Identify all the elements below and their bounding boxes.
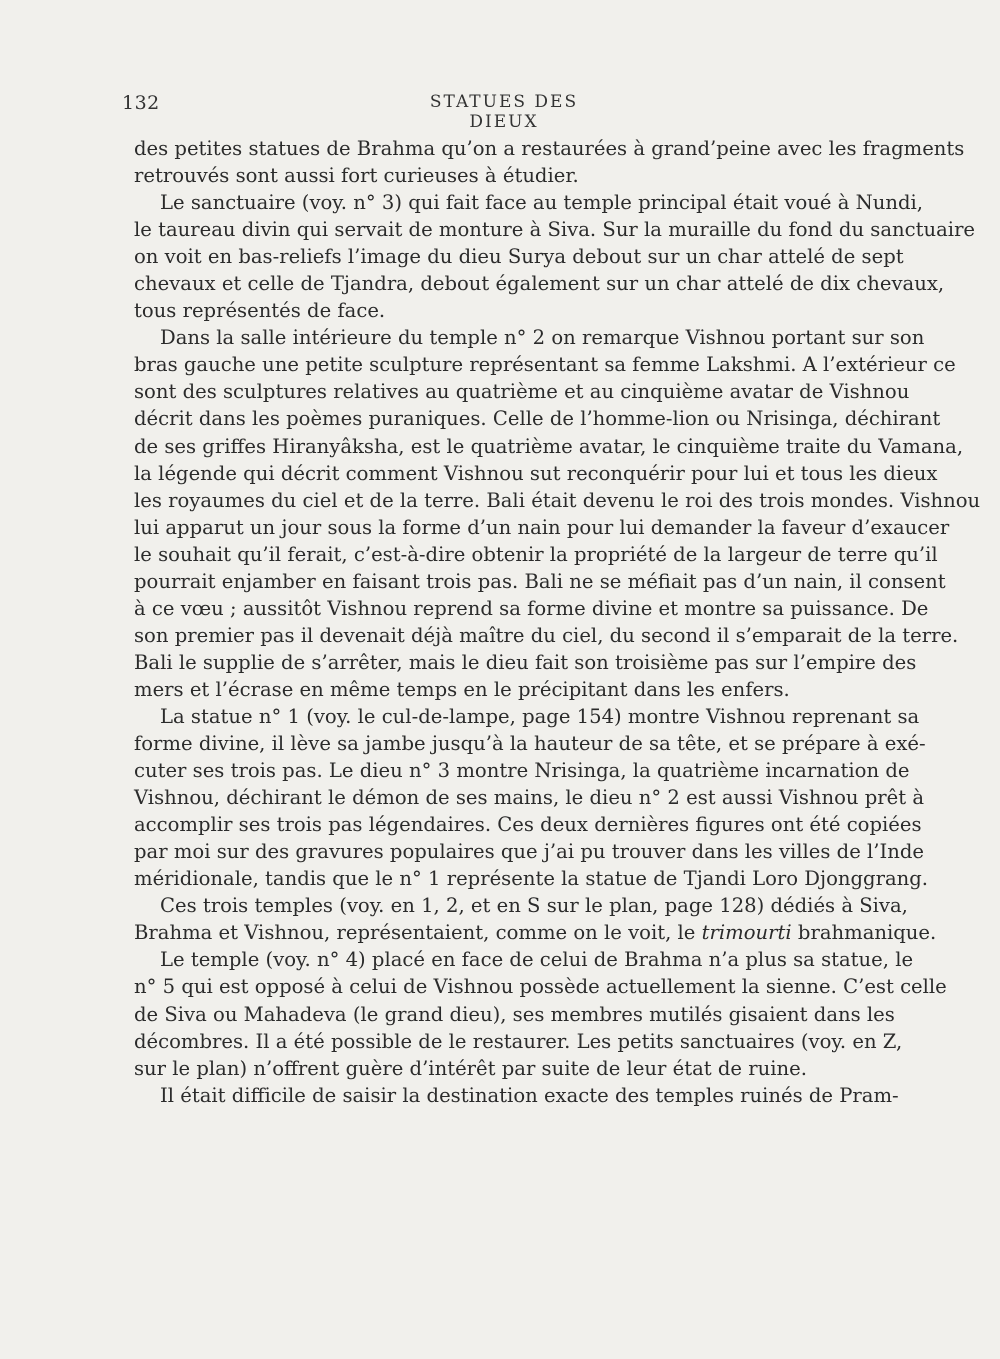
text-line: à ce vœu ; aussitôt Vishnou reprend sa forme divine et montre sa puissance. De bbox=[134, 596, 929, 620]
running-title: STATUES DES DIEUX bbox=[429, 92, 579, 132]
text-line: La statue n° 1 (voy. le cul-de-lampe, page 154) montre Vishnou reprenant sa bbox=[160, 704, 920, 728]
text-line: sont des sculptures relatives au quatrième et au cinquième avatar de Vishnou bbox=[134, 380, 910, 404]
text-line bbox=[134, 919, 937, 946]
text-line: les royaumes du ciel et de la terre. Bali était devenu le roi des trois mondes. Vishnou bbox=[134, 488, 981, 512]
text-line: chevaux et celle de Tjandra, debout également sur un char attelé de dix chevaux, bbox=[134, 272, 945, 296]
text-line: le taureau divin qui servait de monture à Siva. Sur la muraille du fond du sanctuaire bbox=[134, 218, 976, 242]
text-line: par moi sur des gravures populaires que j’ai pu trouver dans les villes de l’Inde bbox=[134, 840, 925, 864]
text-line: forme divine, il lève sa jambe jusqu’à la hauteur de sa tête, et se prépare à exé- bbox=[134, 732, 926, 756]
text-line: mers et l’écrase en même temps en le précipitant dans les enfers. bbox=[134, 677, 790, 701]
text-line: son premier pas il devenait déjà maître du ciel, du second il s’emparait de la terre. bbox=[134, 623, 959, 647]
text-line: Vishnou, déchirant le démon de ses mains, le dieu n° 2 est aussi Vishnou prêt à bbox=[134, 786, 925, 810]
text-line: Le sanctuaire (voy. n° 3) qui fait face au temple principal était voué à Nundi, bbox=[160, 191, 924, 215]
text-line: cuter ses trois pas. Le dieu n° 3 montre Nrisinga, la quatrième incarnation de bbox=[134, 759, 910, 783]
text-line: Dans la salle intérieure du temple n° 2 on remarque Vishnou portant sur son bbox=[160, 326, 925, 350]
text-segment: Brahma et Vishnou, représentaient, comme on le voit, le bbox=[134, 921, 696, 945]
text-line: Ces trois temples (voy. en 1, 2, et en S sur le plan, page 128) dédiés à Siva, bbox=[160, 894, 908, 918]
page-number: 132 bbox=[122, 92, 160, 114]
text-line: accomplir ses trois pas légendaires. Ces deux dernières figures ont été copiées bbox=[134, 813, 922, 837]
text-line: Le temple (voy. n° 4) placé en face de celui de Brahma n’a plus sa statue, le bbox=[160, 948, 914, 972]
text-line: tous représentés de face. bbox=[134, 299, 386, 323]
text-line: lui apparut un jour sous la forme d’un nain pour lui demander la faveur d’exaucer bbox=[134, 515, 950, 539]
text-line: bras gauche une petite sculpture représentant sa femme Lakshmi. A l’extérieur ce bbox=[134, 353, 956, 377]
text-line: de Siva ou Mahadeva (le grand dieu), ses membres mutilés gisaient dans les bbox=[134, 1002, 895, 1026]
text-line: la légende qui décrit comment Vishnou sut reconquérir pour lui et tous les dieux bbox=[134, 461, 938, 485]
body-text bbox=[134, 135, 981, 1109]
text-line: retrouvés sont aussi fort curieuses à étudier. bbox=[134, 164, 579, 188]
text-line: décrit dans les poèmes puraniques. Celle de l’homme-lion ou Nrisinga, déchirant bbox=[134, 407, 941, 431]
text-line: pourrait enjamber en faisant trois pas. Bali ne se méfiait pas d’un nain, il consent bbox=[134, 569, 946, 593]
text-segment: brahmanique. bbox=[797, 921, 937, 945]
italic-term: trimourti bbox=[701, 921, 792, 945]
text-line: n° 5 qui est opposé à celui de Vishnou possède actuellement la sienne. C’est celle bbox=[134, 975, 947, 999]
text-line: de ses griffes Hiranyâksha, est le quatrième avatar, le cinquième traite du Vamana, bbox=[134, 434, 964, 458]
text-line: méridionale, tandis que le n° 1 représente la statue de Tjandi Loro Djonggrang. bbox=[134, 867, 929, 891]
text-line: Bali le supplie de s’arrêter, mais le dieu fait son troisième pas sur l’empire des bbox=[134, 650, 917, 674]
text-line: décombres. Il a été possible de le restaurer. Les petits sanctuaires (voy. en Z, bbox=[134, 1029, 903, 1053]
text-line: on voit en bas-reliefs l’image du dieu Surya debout sur un char attelé de sept bbox=[134, 245, 904, 269]
text-line: sur le plan) n’offrent guère d’intérêt par suite de leur état de ruine. bbox=[134, 1056, 807, 1080]
text-line: Il était difficile de saisir la destination exacte des temples ruinés de Pram- bbox=[160, 1083, 899, 1107]
page-header bbox=[122, 92, 874, 132]
text-line: le souhait qu’il ferait, c’est-à-dire obtenir la propriété de la largeur de terre qu’il bbox=[134, 542, 938, 566]
text-line: des petites statues de Brahma qu’on a restaurées à grand’peine avec les fragments bbox=[134, 137, 965, 160]
